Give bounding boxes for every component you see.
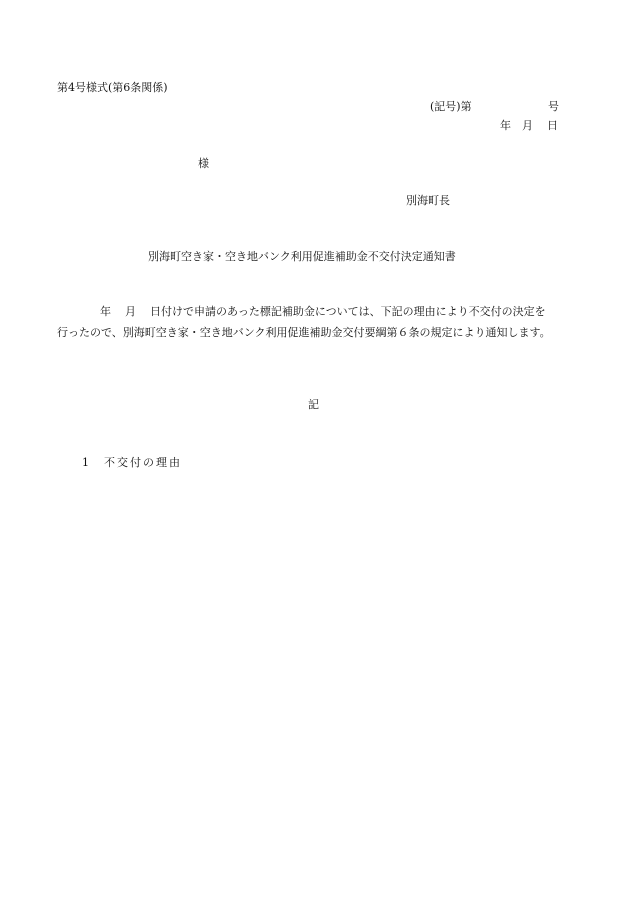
body-line-1 — [57, 305, 577, 318]
item-1-number: 1 — [82, 456, 89, 469]
reference-number-prefix: (記号)第 — [430, 100, 472, 113]
body-month-label: 月 — [125, 305, 136, 318]
reference-number-suffix: 号 — [548, 100, 559, 113]
body-paragraph — [57, 305, 577, 339]
body-year-label: 年 — [100, 305, 111, 318]
date-month-label: 月 — [522, 119, 533, 132]
date-year-label: 年 — [500, 119, 511, 132]
ki-heading: 記 — [308, 398, 319, 411]
addressee-honorific: 様 — [198, 157, 209, 170]
body-line-1-text: 日付けで申請のあった標記補助金については、下記の理由により不交付の決定を — [150, 305, 546, 318]
date-day-label: 日 — [547, 119, 558, 132]
item-1-text: 不交付の理由 — [104, 456, 182, 469]
sender-name: 別海町長 — [406, 194, 450, 207]
document-title: 別海町空き家・空き地バンク利用促進補助金不交付決定通知書 — [148, 250, 456, 263]
body-line-2: 行ったので、別海町空き家・空き地バンク利用促進補助金交付要綱第６条の規定により通知します。 — [57, 326, 551, 340]
form-number-label: 第4号様式(第6条関係) — [57, 81, 168, 94]
item-1 — [82, 456, 182, 469]
